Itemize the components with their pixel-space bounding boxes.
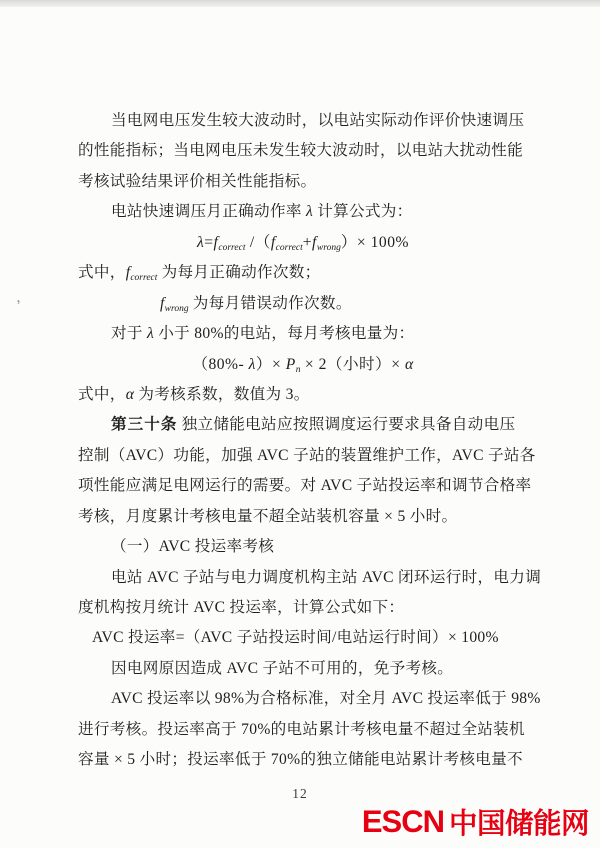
text-segment: 电站 AVC 子站与电力调度机构主站 AVC 闭环运行时，电力调 [111,568,542,586]
text-line [78,136,528,166]
text-segment: 第三十条 [111,416,178,434]
formula-subscript: correct [130,273,158,284]
text-line [78,593,528,623]
text-segment: 电站快速调压月正确动作率 [111,203,306,221]
formula-symbol: f [213,233,219,251]
text-segment: AVC 投运率=（AVC 子站投运时间/电站运行时间）× 100% [92,629,499,647]
page-number: 12 [292,786,308,801]
text-line [78,106,528,136]
text-segment: + [302,233,313,251]
logo-text-escn: ESCN [361,803,444,839]
formula-subscript: correct [218,242,246,253]
escn-logo [362,801,589,842]
text-line [78,684,541,714]
formula-symbol: λ [147,325,155,343]
text-segment: 项性能应满足电网运行的需要。对 AVC 子站投运率和调节合格率 [78,477,532,495]
formula-symbol: λ [305,203,313,221]
document-body [78,106,542,776]
text-segment: 控制（AVC）功能，加强 AVC 子站的装置维护工作，AVC 子站各 [78,446,536,464]
text-line [78,623,528,653]
text-segment: /（ [245,233,271,251]
text-segment: 进行考核。投运率高于 70%的电站累计考核电量不超过全站装机 [78,720,525,738]
formula-symbol: α [125,385,135,403]
text-line [78,167,528,197]
text-segment: 因电网原因造成 AVC 子站不可用的，免予考核。 [111,659,454,677]
text-line [78,380,528,410]
text-line [78,715,528,745]
text-line [78,563,542,593]
text-segment: 的性能指标；当电网电压未发生较大波动时，以电站大扰动性能 [78,142,524,160]
text-segment: 考核试验结果评价相关性能指标。 [78,172,317,190]
formula-subscript: wrong [164,303,189,314]
text-line [78,441,536,471]
text-line [78,350,528,380]
logo-text-chinese: 中国储能网 [448,808,589,840]
text-segment: 容量 × 5 小时；投运率低于 70%的独立储能电站累计考核电量不 [78,751,523,769]
text-segment: 独立储能电站应按照调度运行要求具备自动电压 [177,416,516,434]
formula-symbol: f [125,264,131,282]
formula-symbol: f [270,233,276,251]
text-line [78,532,528,562]
formula-symbol: λ [196,233,205,251]
text-segment: ）× [255,355,286,373]
formula-subscript: wrong [316,242,341,253]
scan-edge-artifact [0,0,600,7]
formula-symbol: P [285,355,296,373]
text-segment: 为考核系数，数值为 3。 [134,385,310,403]
text-line [78,654,528,684]
text-line [78,289,528,319]
text-segment: 小于 80%的电站，每月考核电量为： [154,325,415,343]
formula-symbol: α [404,355,414,373]
text-segment: × 2（小时）× [300,355,405,373]
formula-subscript: n [295,364,301,375]
text-segment: 计算公式为： [313,203,413,221]
text-segment: 考核，月度累计考核电量不超全站装机容量 × 5 小时。 [78,507,458,525]
text-segment: ）× 100% [340,233,409,251]
text-segment: 当电网电压发生较大波动时，以电站实际动作评价快速调压 [111,112,525,129]
text-line [78,319,528,349]
text-segment: 对于 [111,325,147,343]
text-segment: = [204,233,214,251]
text-line [78,471,532,501]
text-segment: （一）AVC 投运率考核 [111,538,275,556]
text-segment: 式中， [78,264,126,282]
text-line [78,258,528,288]
text-segment: 为每月正确动作次数； [157,264,321,282]
text-segment: 式中， [78,385,126,403]
text-line [78,745,528,775]
text-segment: 度机构按月统计 AVC 投运率，计算公式如下： [78,599,405,616]
formula-symbol: f [312,233,317,251]
text-segment: 为每月错误动作次数。 [188,294,352,312]
scan-artifact-mark: ʼ [15,297,24,315]
text-segment: （80%- [192,355,249,373]
formula-symbol: λ [248,355,256,373]
text-line [78,197,528,227]
formula-symbol: f [160,294,165,312]
text-line [78,228,528,258]
formula-subscript: correct [275,242,303,253]
text-line [78,502,528,532]
text-line [78,410,528,440]
text-segment: AVC 投运率以 98%为合格标准，对全月 AVC 投运率低于 98% [111,690,541,708]
